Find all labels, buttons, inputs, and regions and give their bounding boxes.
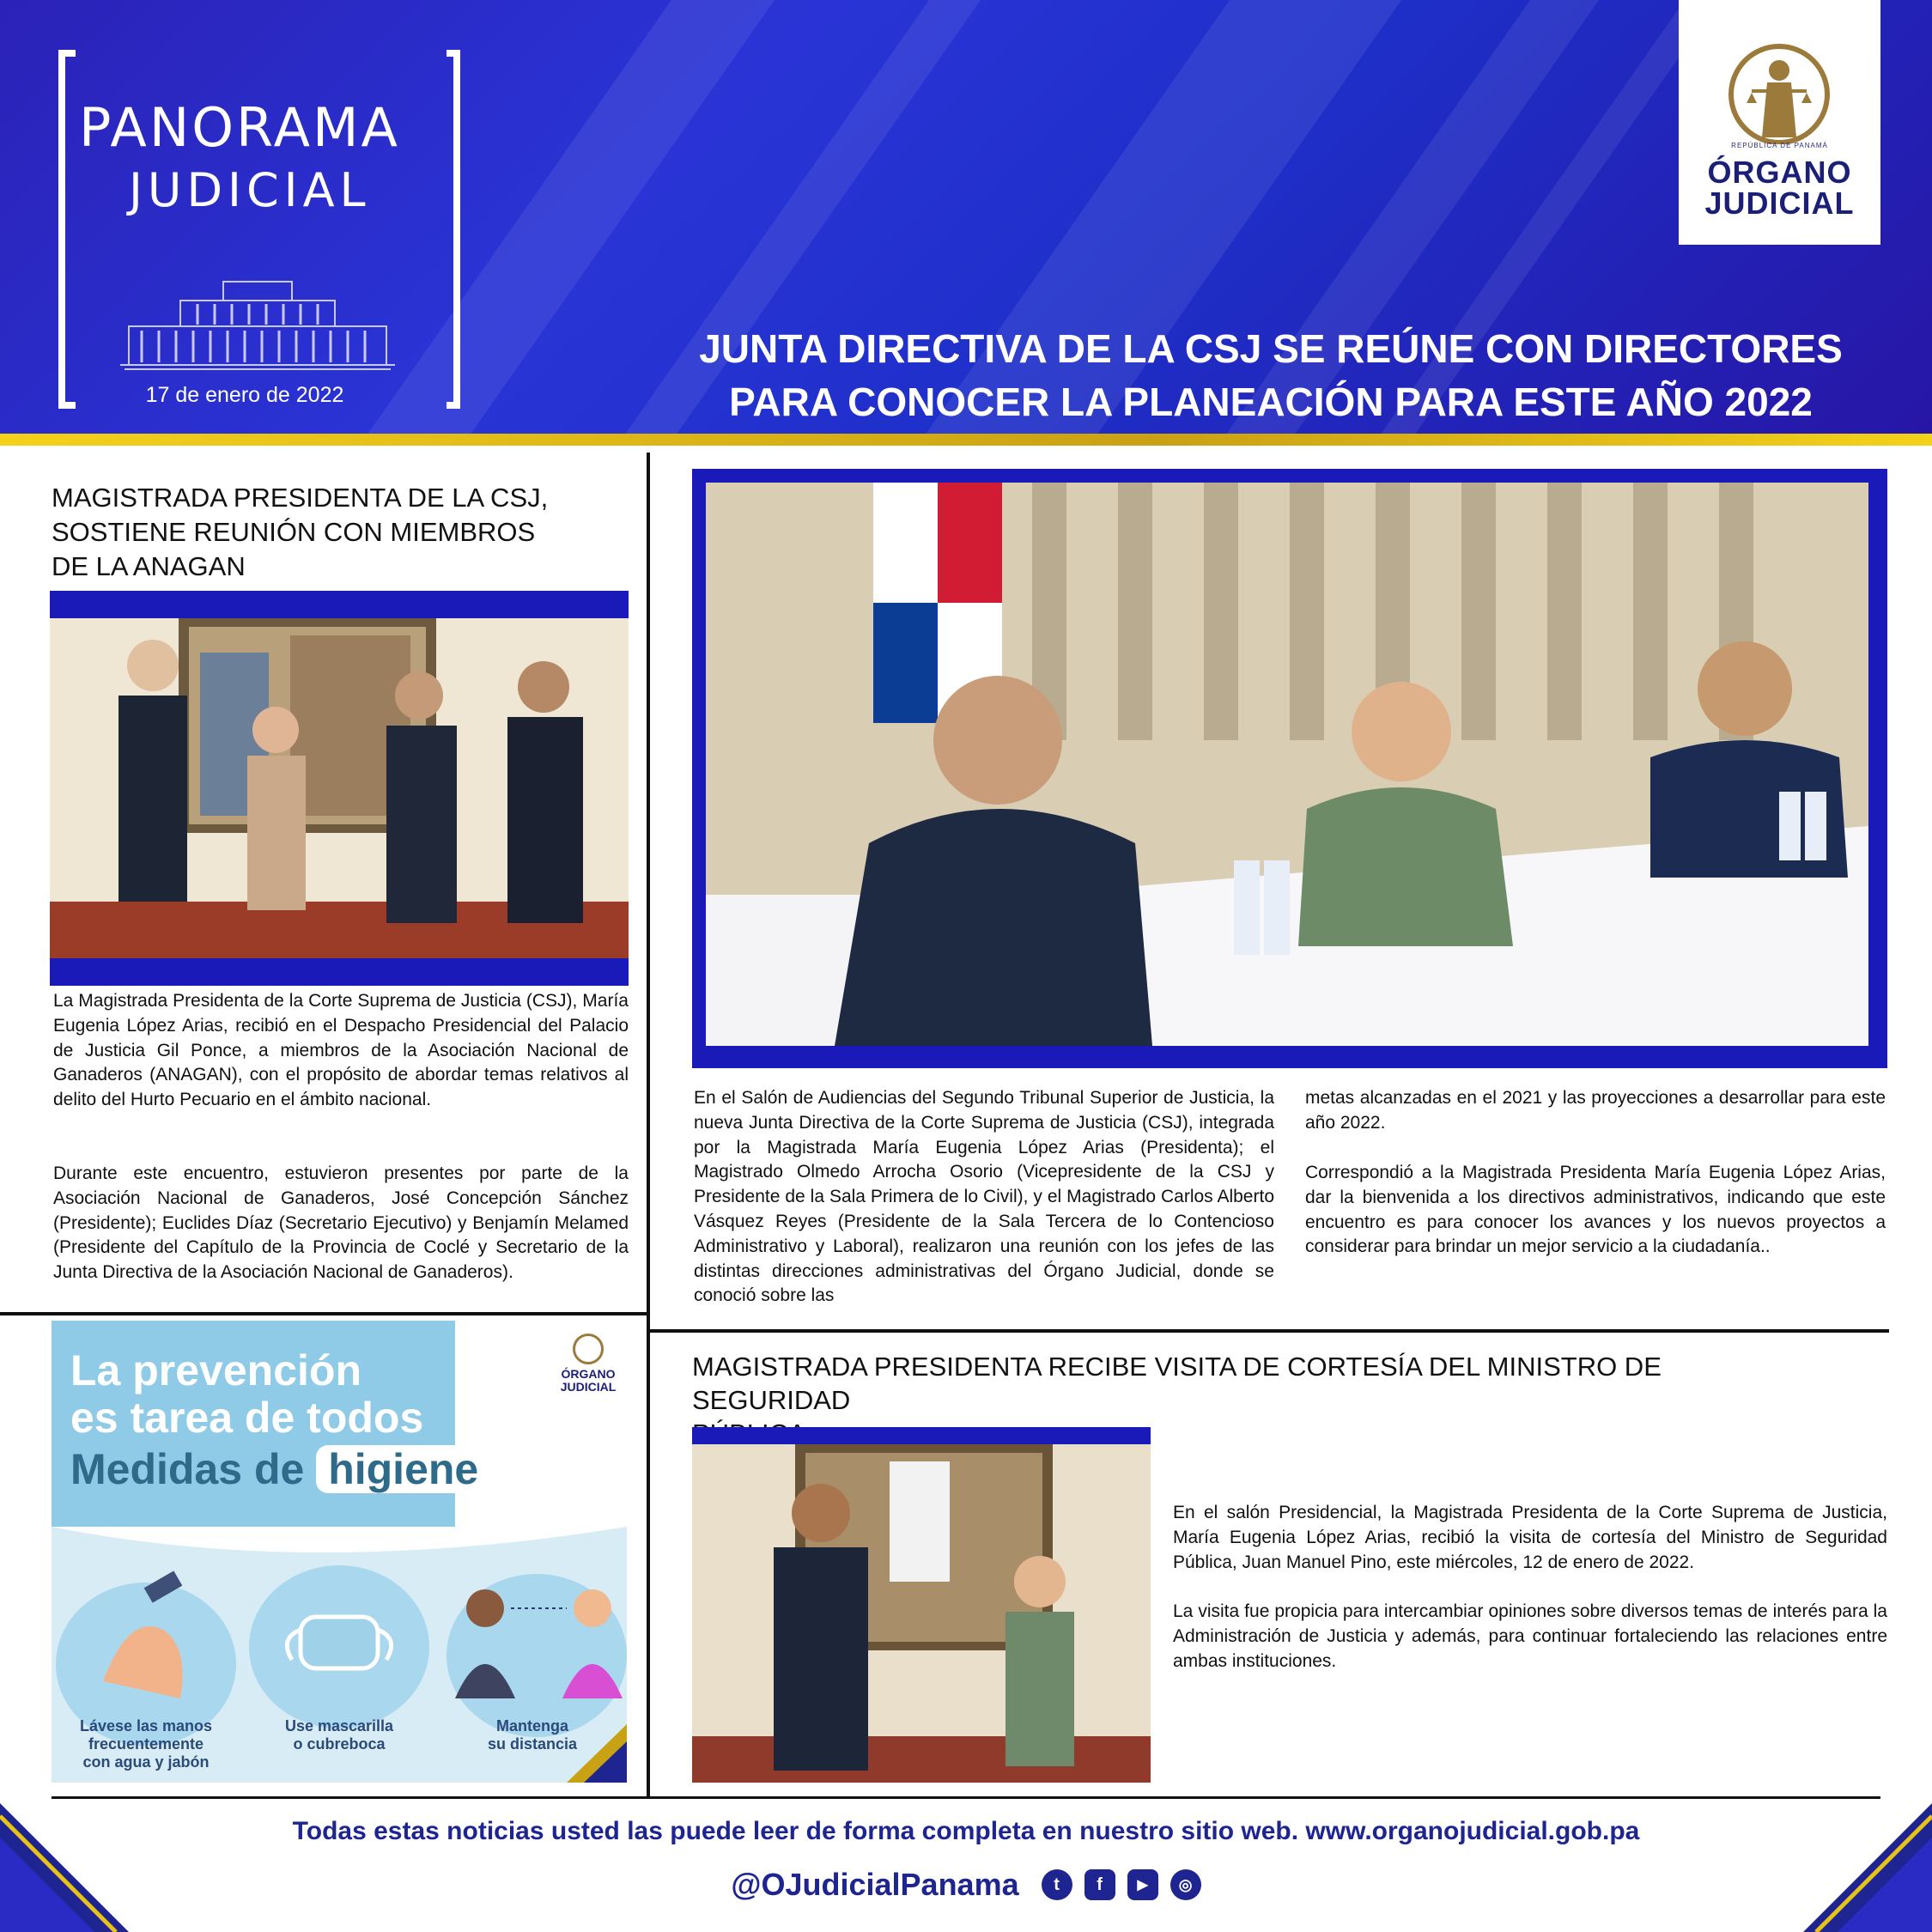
article3-paragraph1: En el salón Presidencial, la Magistrada Presidenta de la Corte Suprema de Justicia, María Eugenia López Arias, recibió la visita de cortesía del Ministro de Seguridad Pública, Juan Manuel Pino, este miércoles, 12 de enero de 2022. (1173, 1503, 1887, 1572)
article2-column2-p2: Correspondió a la Magistrada Presidenta María Eugenia López Arias, dar la bienvenida a los directivos administrativos, indicando que este encuentro es para conocer los avances y los nuevos proyectos a considerar para brindar un mejor servicio a la ciudadanía.. (1305, 1163, 1886, 1257)
article1-title-line: SOSTIENE REUNIÓN CON MIEMBROS (52, 517, 536, 547)
footer-divider (52, 1796, 1880, 1799)
youtube-icon[interactable]: ▶ (1127, 1869, 1158, 1900)
logo-country: REPÚBLICA DE PANAMÁ (1731, 142, 1828, 149)
prevention-heading-2: es tarea de todos (70, 1394, 424, 1442)
social-bar (0, 1863, 1932, 1906)
right-bracket (447, 50, 460, 409)
tip-line: frecuentemente (88, 1735, 204, 1753)
justice-seal-icon (1717, 41, 1842, 144)
hygiene-tip-handwashing (64, 1717, 228, 1771)
article1-paragraph1: La Magistrada Presidenta de la Corte Suprema de Justicia (CSJ), María Eugenia López Arias, recibió en el Despacho Presidencial del Palacio de Justicia Gil Ponce, a miembros de la Asociación Nacional de Ganaderos (ANAGAN), con el propósito de abordar temas relativos al delito del Hurto Pecuario en el ámbito nacional. (53, 991, 629, 1110)
board-meeting-photo (706, 483, 1868, 1046)
anagan-meeting-photo (50, 618, 629, 958)
right-row-divider (648, 1329, 1889, 1333)
article1-photo-bar-bottom (50, 958, 629, 986)
main-headline (670, 322, 1872, 428)
organo-judicial-logo (1679, 0, 1880, 245)
gold-divider (0, 434, 1932, 446)
column-divider (647, 453, 650, 1799)
tip-line: su distancia (487, 1735, 578, 1753)
prevention-logo (554, 1334, 623, 1394)
hygiene-tip-mask (258, 1717, 421, 1753)
hygiene-tip-distance (451, 1717, 614, 1753)
tip-line: Lávese las manos (79, 1717, 213, 1735)
tip-line: Mantenga (495, 1717, 568, 1735)
judicial-subtitle: JUDICIAL (129, 163, 371, 217)
prevention-hygiene-tag: higiene (316, 1445, 490, 1493)
article2-column1: En el Salón de Audiencias del Segundo Tribunal Superior de Justicia, la nueva Junta Directiva de la Corte Suprema de Justicia (CSJ), integrada por la Magistrada María Eugenia López Arias (Presidenta); el Magistrado Olmedo Arrocha Osorio (Vicepresidente de la CSJ y Presidente de la Sala Primera de lo Civil), y el Magistrado Carlos Alberto Vásquez Reyes (Presidente de la Sala Tercera de lo Contencioso Administrativo y Laboral), realizaron una reunión con los jefes de las distintas direcciones administrativas del Órgano Judicial, donde se conoció sobre las (694, 1088, 1274, 1306)
instagram-icon[interactable]: ◎ (1170, 1869, 1201, 1900)
article3-paragraph2: La visita fue propicia para intercambiar opiniones sobre diversos temas de interés para la Administración de Justicia y además, para continuar fortaleciendo las relaciones entre ambas instituciones. (1173, 1601, 1887, 1671)
article3-title-line: MAGISTRADA PRESIDENTA RECIBE VISITA DE CORTESÍA DEL MINISTRO DE SEGURIDAD (692, 1352, 1662, 1415)
prevention-logo-text: ÓRGANO (561, 1367, 616, 1381)
footer-website-note: Todas estas noticias usted las puede leer de forma completa en nuestro sitio web. www.organojudicial.gob.pa (292, 1817, 1640, 1845)
headline-line-2: PARA CONOCER LA PLANEACIÓN PARA ESTE AÑO 2022 (729, 380, 1813, 424)
article2-column2-p1: metas alcanzadas en el 2021 y las proyecciones a desarrollar para este año 2022. (1305, 1088, 1886, 1133)
left-bracket (58, 50, 76, 409)
prevention-heading-3 (70, 1445, 490, 1493)
prevention-infographic (52, 1321, 627, 1783)
social-handle[interactable]: @OJudicialPanama (731, 1867, 1019, 1902)
tip-line: Use mascarilla (284, 1717, 394, 1735)
tip-line: con agua y jabón (82, 1753, 210, 1771)
panorama-title: PANORAMA (79, 96, 400, 159)
tip-line: o cubreboca (293, 1735, 386, 1753)
headline-line-1: JUNTA DIRECTIVA DE LA CSJ SE REÚNE CON DIRECTORES (699, 326, 1843, 371)
prevention-heading-1: La prevención (70, 1346, 361, 1394)
twitter-icon[interactable]: t (1042, 1869, 1072, 1900)
article1-title (52, 481, 601, 584)
article1-title-line: DE LA ANAGAN (52, 551, 246, 581)
article3-photo-bar (692, 1427, 1151, 1444)
palace-building-icon (120, 275, 395, 374)
prevention-logo-seal-icon (573, 1334, 604, 1364)
issue-date: 17 de enero de 2022 (145, 383, 344, 407)
article1-paragraph2: Durante este encuentro, estuvieron presentes por parte de la Asociación Nacional de Ganaderos, José Concepción Sánchez (Presidente); Euclides Díaz (Secretario Ejecutivo) y Benjamín Melamed (Presidente del Capítulo de la Provincia de Coclé y Secretario de la Junta Directiva de la Asociación Nacional de Ganaderos). (53, 1163, 629, 1283)
minister-visit-photo (692, 1444, 1151, 1783)
left-row-divider (0, 1312, 648, 1315)
logo-text-organo: ÓRGANO (1707, 155, 1852, 190)
prevention-measures-label: Medidas de (70, 1445, 305, 1493)
prevention-logo-text: JUDICIAL (560, 1380, 617, 1394)
logo-text-judicial: JUDICIAL (1704, 185, 1855, 221)
facebook-icon[interactable]: f (1084, 1869, 1115, 1900)
article1-photo-bar-top (50, 591, 629, 618)
article1-title-line: MAGISTRADA PRESIDENTA DE LA CSJ, (52, 483, 549, 513)
